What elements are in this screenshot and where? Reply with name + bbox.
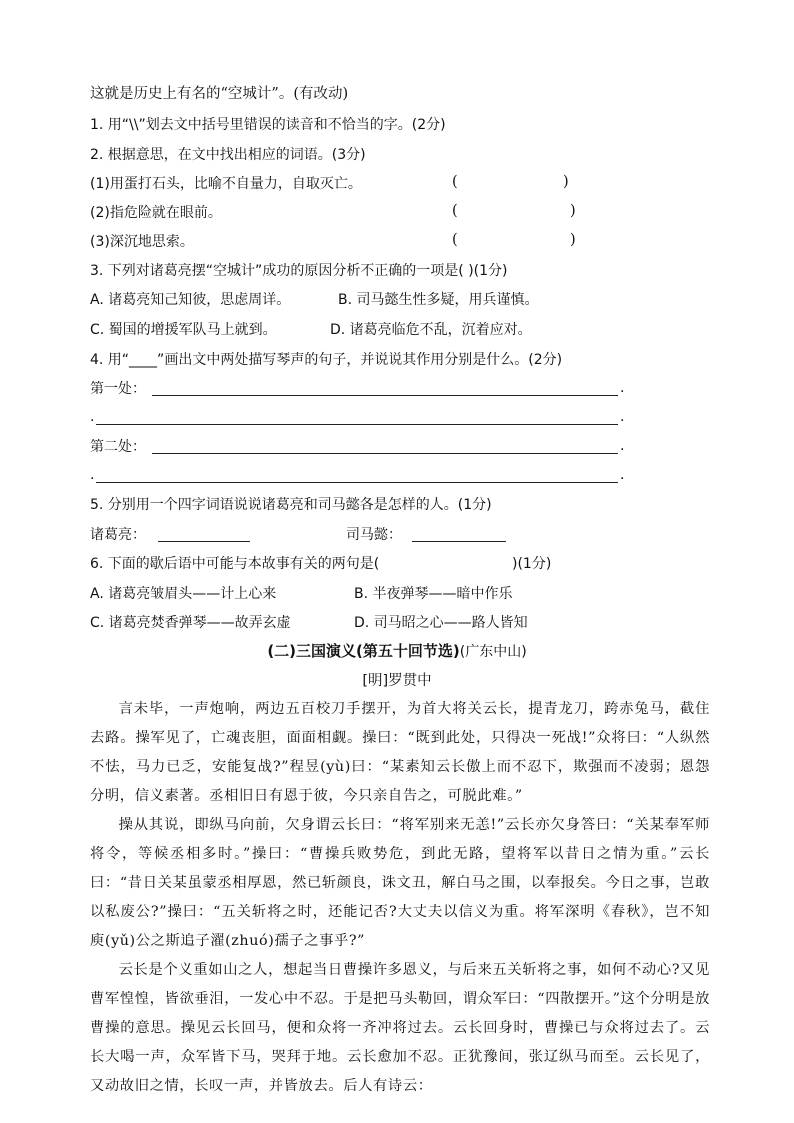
q2-item-2: (2)指危险就在眼前。 — [90, 205, 222, 221]
q2-item-2-open: ( — [452, 203, 458, 219]
question-6-tail: )(1分) — [512, 556, 552, 572]
q3-option-a: A. 诸葛亮知己知彼，思虑周详。 — [90, 292, 291, 308]
q2-item-1-close: ) — [563, 174, 569, 190]
q4-second-dot-start: . — [90, 467, 95, 483]
q3-option-b: B. 司马懿生性多疑，用兵谨慎。 — [338, 292, 539, 308]
q4-second-label: 第二处： — [90, 439, 146, 455]
q6-option-c: C. 诸葛亮焚香弹琴——故弄玄虚 — [90, 615, 291, 631]
q4-first-line-2[interactable] — [96, 406, 618, 425]
q3-option-d: D. 诸葛亮临危不乱，沉着应对。 — [330, 322, 532, 338]
q6-option-d: D. 司马昭之心——路人皆知 — [354, 615, 528, 631]
q2-item-3-open: ( — [452, 232, 458, 248]
question-4: 4. 用“____”画出文中两处描写琴声的句子，并说说其作用分别是什么。(2分) — [90, 352, 563, 368]
q5-sima-label: 司马懿： — [346, 527, 402, 543]
q4-first-dot-1: . — [620, 380, 625, 396]
q6-option-b: B. 半夜弹琴——暗中作乐 — [354, 586, 513, 602]
q5-zhuge-label: 诸葛亮： — [90, 527, 146, 543]
q4-first-dot-2: . — [620, 409, 625, 425]
passage-paragraph-2: 操从其说，即纵马向前，欠身谓云长曰：“将军别来无恙!”云长亦欠身答曰：“关某奉军师将令，等候丞相多时。”操曰：“曹操兵败势危，到此无路，望将军以昔日之情为重。”云长曰：“昔日关某虽蒙丞相厚恩，然已斩颜良，诛文丑，解白马之围，以奉报矣。今日之事，岂敢以私废公?”操曰：“五关斩将之时，还能记否?大丈夫以信义为重。将军深明《春秋》，岂不知庾(yǔ)公之斯追子濯(zhuó)孺子之事乎?” — [90, 817, 710, 949]
q5-sima-blank[interactable] — [412, 523, 506, 542]
q3-option-c: C. 蜀国的增援军队马上就到。 — [90, 322, 277, 338]
question-5: 5. 分别用一个四字词语说说诸葛亮和司马懿各是怎样的人。(1分) — [90, 497, 492, 513]
passage-paragraph-3: 云长是个义重如山之人，想起当日曹操许多恩义，与后来五关斩将之事，如何不动心?又见曹军惶惶，皆欲垂泪，一发心中不忍。于是把马头勒回，谓众军曰：“四散摆开。”这个分明是放曹操的意思。操见云长回马，便和众将一齐冲将过去。云长回身时，曹操已与众将过去了。云长大喝一声，众军皆下马，哭拜于地。云长愈加不忍。正犹豫间，张辽纵马而至。云长见了，又动故旧之情，长叹一声，并皆放去。后人有诗云： — [90, 962, 710, 1094]
section-title: (二)三国演义(第五十回节选) — [267, 642, 460, 660]
section-heading — [0, 640, 794, 663]
question-3: 3. 下列对诸葛亮摆“空城计”成功的原因分析不正确的一项是( )(1分) — [90, 263, 508, 279]
question-1: 1. 用“\\”划去文中括号里错误的读音和不恰当的字。(2分) — [90, 117, 446, 133]
q4-second-line-1[interactable] — [152, 435, 618, 454]
q4-first-dot-start: . — [90, 409, 95, 425]
q6-option-a: A. 诸葛亮皱眉头——计上心来 — [90, 586, 277, 602]
passage-paragraph-1: 言未毕，一声炮响，两边五百校刀手摆开，为首大将关云长，提青龙刀，跨赤兔马，截住去路。操军见了，亡魂丧胆，面面相觑。操曰：“既到此处，只得决一死战!”众将曰：“人纵然不怯，马力已乏，安能复战?”程昱(yù)曰：“某素知云长傲上而不忍下，欺强而不凌弱；恩怨分明，信义素著。丞相旧日有恩于彼，今只亲自告之，可脱此难。” — [90, 701, 710, 804]
q4-second-dot-2: . — [620, 467, 625, 483]
q5-zhuge-blank[interactable] — [158, 523, 250, 542]
q4-second-line-2[interactable] — [96, 464, 618, 483]
question-6: 6. 下面的歇后语中可能与本故事有关的两句是( — [90, 556, 380, 572]
section-source: (广东中山) — [459, 644, 527, 660]
q2-item-3-close: ) — [570, 232, 576, 248]
q4-first-label: 第一处： — [90, 381, 146, 397]
q2-item-3: (3)深沉地思索。 — [90, 234, 194, 250]
q4-first-line-1[interactable] — [152, 377, 618, 396]
q4-second-dot-1: . — [620, 438, 625, 454]
intro-line: 这就是历史上有名的“空城计”。(有改动) — [90, 86, 349, 102]
question-2: 2. 根据意思，在文中找出相应的词语。(3分) — [90, 147, 366, 163]
author-line: [明]罗贯中 — [362, 673, 432, 689]
q2-item-1-open: ( — [452, 174, 458, 190]
passage — [90, 695, 710, 1101]
q2-item-1: (1)用蛋打石头，比喻不自量力，自取灭亡。 — [90, 176, 362, 192]
q2-item-2-close: ) — [570, 203, 576, 219]
